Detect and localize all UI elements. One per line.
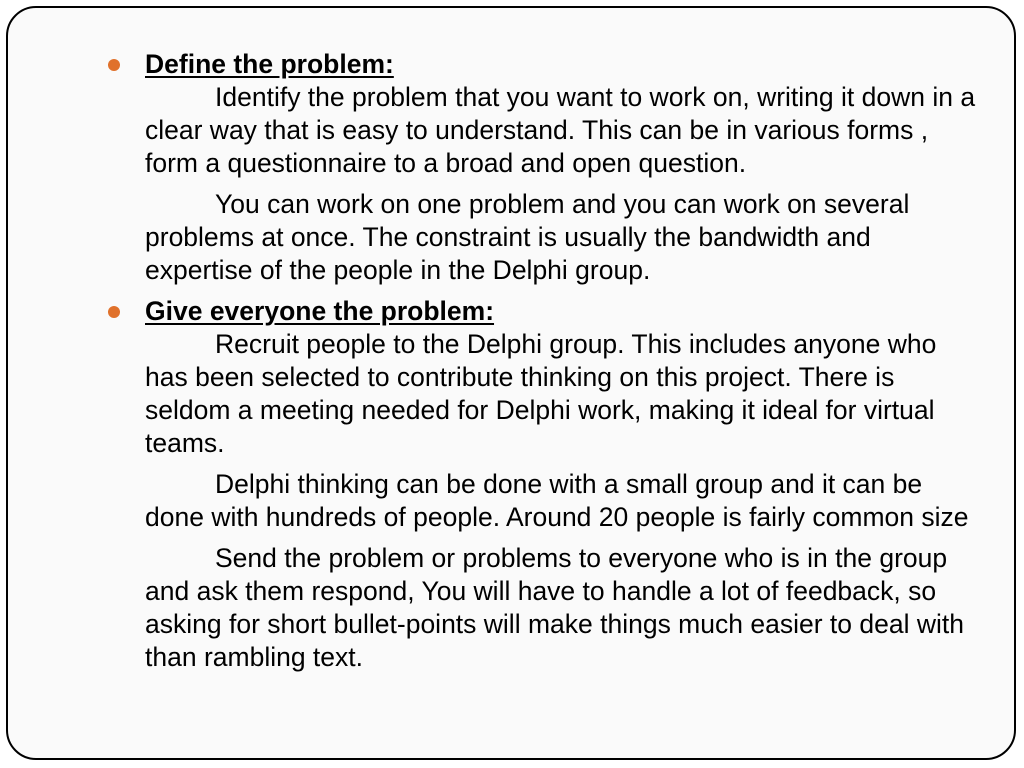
section-heading: Give everyone the problem: <box>145 296 495 326</box>
slide-content <box>108 48 978 682</box>
bullet-dot-icon <box>108 306 120 318</box>
section-paragraph: You can work on one problem and you can work on several problems at once. The constraint is usually the bandwidth and expertise of the people in the Delphi group. <box>145 189 910 285</box>
bullet-define-problem <box>108 48 978 287</box>
section-paragraph: Recruit people to the Delphi group. This includes anyone who has been selected to contribute thinking on this project. There is seldom a meeting needed for Delphi work, making it ideal for virtual teams. <box>145 329 937 458</box>
section-paragraph: Identify the problem that you want to work on, writing it down in a clear way that is easy to understand. This can be in various forms , form a questionnaire to a broad and open question. <box>145 82 976 178</box>
section-paragraph: Delphi thinking can be done with a small group and it can be done with hundreds of people. Around 20 people is fairly common size <box>145 469 969 532</box>
section-paragraph: Send the problem or problems to everyone who is in the group and ask them respond, You will have to handle a lot of feedback, so asking for short bullet-points will make things much easier to deal with than rambling text. <box>145 543 964 672</box>
bullet-dot-icon <box>108 59 120 71</box>
section-heading: Define the problem: <box>145 49 394 79</box>
bullet-give-everyone-problem <box>108 295 978 674</box>
